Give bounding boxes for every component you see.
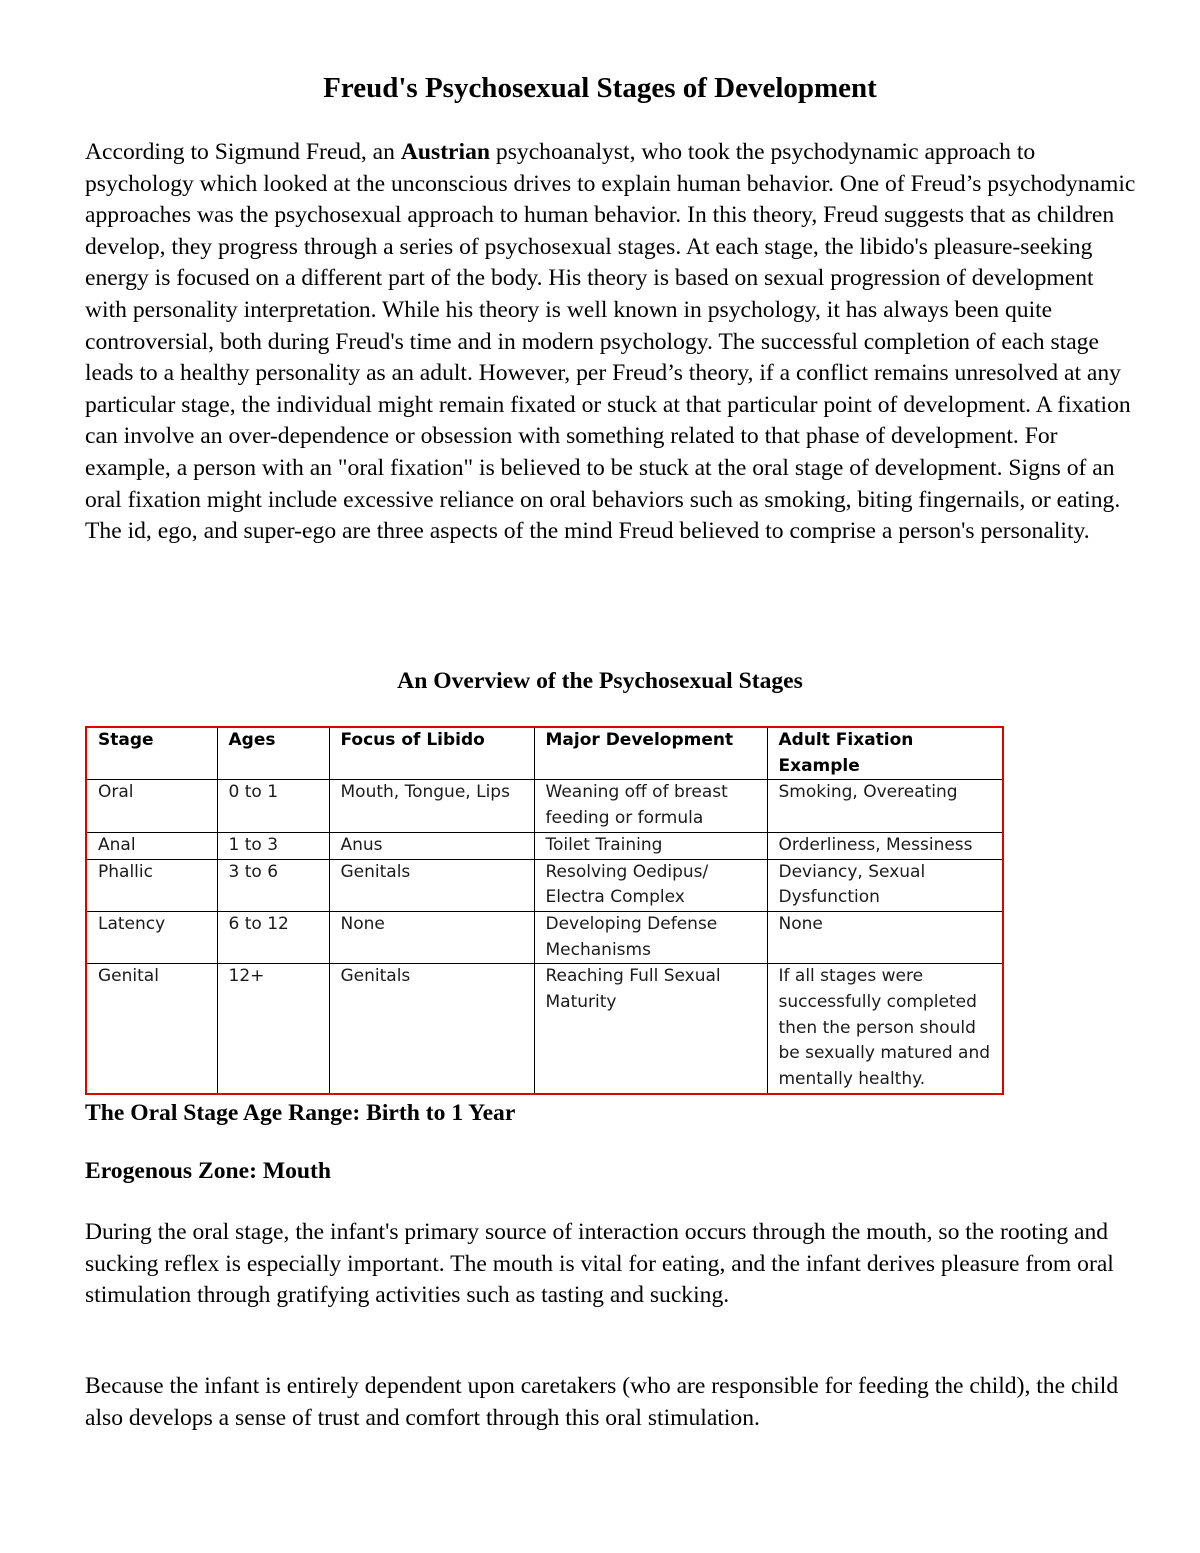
cell-development: Reaching Full Sexual Maturity bbox=[534, 964, 767, 1094]
table-row bbox=[86, 964, 1003, 1094]
oral-stage-paragraph-1: During the oral stage, the infant's primary source of interaction occurs through the mouth, so the rooting and sucking reflex is especially important. The mouth is vital for eating, and the infant derives pleasure from oral stimulation through gratifying activities such as tasting and sucking. bbox=[85, 1219, 1114, 1309]
cell-stage: Latency bbox=[86, 911, 217, 963]
cell-development: Weaning off of breast feeding or formula bbox=[534, 780, 767, 832]
cell-fixation: If all stages were successfully completed then the person should be sexually matured and mentally healthy. bbox=[767, 964, 1003, 1094]
header-development: Major Development bbox=[534, 727, 767, 780]
table-row bbox=[86, 832, 1003, 859]
intro-bold-word: Austrian bbox=[400, 139, 491, 165]
header-fixation: Adult Fixation Example bbox=[767, 727, 1003, 780]
cell-ages: 12+ bbox=[217, 964, 329, 1094]
cell-stage: Oral bbox=[86, 780, 217, 832]
cell-stage: Phallic bbox=[86, 859, 217, 911]
cell-fixation: Smoking, Overeating bbox=[767, 780, 1003, 832]
cell-fixation: Orderliness, Messiness bbox=[767, 832, 1003, 859]
cell-stage: Genital bbox=[86, 964, 217, 1094]
cell-ages: 0 to 1 bbox=[217, 780, 329, 832]
header-ages: Ages bbox=[217, 727, 329, 780]
table-row bbox=[86, 859, 1003, 911]
cell-focus: Anus bbox=[329, 832, 534, 859]
erogenous-zone-heading: Erogenous Zone: Mouth bbox=[85, 1158, 332, 1184]
intro-text-rest: psychoanalyst, who took the psychodynamic approach to psychology which looked at the unconscious drives to explain human behavior. One of Freud’s psychodynamic approaches was the psychosexual approach to human behavior. In this theory, Freud suggests that as children develop, they progress through a series of psychosexual stages. At each stage, the libido's pleasure-seeking energy is focused on a different part of the body. His theory is based on sexual progression of development with personality interpretation. While his theory is well known in psychology, it has always been quite controversial, both during Freud's time and in modern psychology. The successful completion of each stage leads to a healthy personality as an adult. However, per Freud’s theory, if a conflict remains unresolved at any particular stage, the individual might remain fixated or stuck at that particular point of development. A fixation can involve an over-dependence or obsession with something related to that phase of development. For example, a person with an "oral fixation" is believed to be stuck at the oral stage of development. Signs of an oral fixation might include excessive reliance on oral behaviors such as smoking, biting fingernails, or eating. The id, ego, and super-ego are three aspects of the mind Freud believed to comprise a person's personality. bbox=[85, 139, 1136, 545]
stages-table bbox=[85, 726, 1004, 1095]
intro-paragraph bbox=[85, 137, 1140, 548]
cell-focus: None bbox=[329, 911, 534, 963]
header-focus: Focus of Libido bbox=[329, 727, 534, 780]
cell-fixation: Deviancy, Sexual Dysfunction bbox=[767, 859, 1003, 911]
header-stage: Stage bbox=[86, 727, 217, 780]
cell-focus: Mouth, Tongue, Lips bbox=[329, 780, 534, 832]
table-title: An Overview of the Psychosexual Stages bbox=[397, 668, 803, 694]
table-row bbox=[86, 780, 1003, 832]
cell-ages: 6 to 12 bbox=[217, 911, 329, 963]
cell-focus: Genitals bbox=[329, 964, 534, 1094]
cell-stage: Anal bbox=[86, 832, 217, 859]
table-header-row bbox=[86, 727, 1003, 780]
cell-ages: 1 to 3 bbox=[217, 832, 329, 859]
intro-text-start: According to Sigmund Freud, an bbox=[85, 139, 401, 165]
oral-stage-paragraph-2: Because the infant is entirely dependent upon caretakers (who are responsible for feeding the child), the child also develops a sense of trust and comfort through this oral stimulation. bbox=[85, 1373, 1119, 1431]
cell-development: Developing Defense Mechanisms bbox=[534, 911, 767, 963]
cell-fixation: None bbox=[767, 911, 1003, 963]
oral-stage-heading: The Oral Stage Age Range: Birth to 1 Year bbox=[85, 1100, 516, 1126]
cell-focus: Genitals bbox=[329, 859, 534, 911]
cell-ages: 3 to 6 bbox=[217, 859, 329, 911]
cell-development: Toilet Training bbox=[534, 832, 767, 859]
cell-development: Resolving Oedipus/ Electra Complex bbox=[534, 859, 767, 911]
page-title: Freud's Psychosexual Stages of Development bbox=[323, 72, 877, 104]
table-row bbox=[86, 911, 1003, 963]
